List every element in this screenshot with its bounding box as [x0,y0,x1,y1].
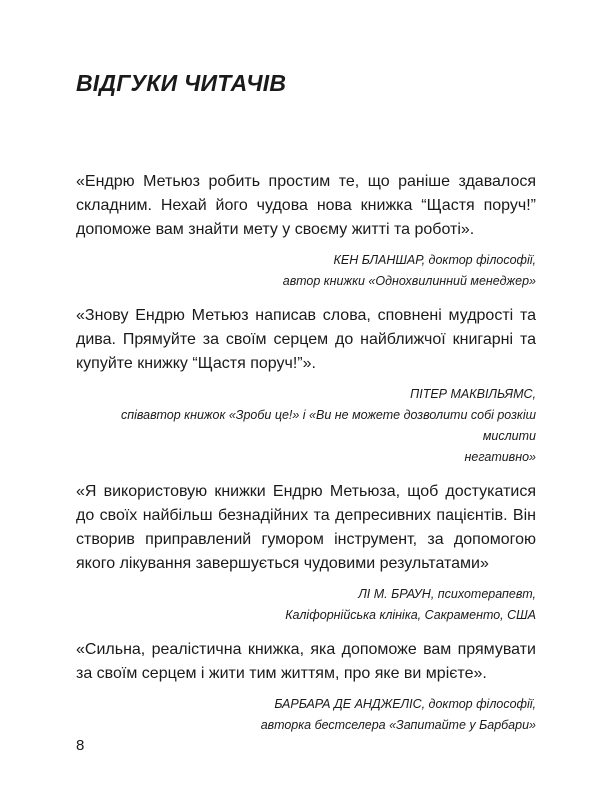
review-attribution [76,694,536,736]
attribution-line: авторка бестселера «Запитайте у Барбари» [260,718,536,732]
review-item [76,480,536,626]
review-attribution [76,584,536,626]
review-quote: «Знову Ендрю Метьюз написав слова, сповнені мудрості та дива. Прямуйте за своїм серцем до найближчої книгарні та купуйте книжку “Щастя поруч!”». [76,307,536,372]
attribution-line: ЛІ М. БРАУН, психотерапевт, [358,587,536,601]
attribution-line: БАРБАРА ДЕ АНДЖЕЛІС, доктор філософії, [274,697,536,711]
review-attribution [76,384,536,468]
attribution-line: автор книжки «Однохвилинний менеджер» [282,274,536,288]
attribution-line: співавтор книжок «Зроби це!» і «Ви не можете дозволити собі розкіш мислити [121,408,536,443]
review-attribution [76,250,536,292]
review-quote: «Сильна, реалістична книжка, яка допоможе вам прямувати за своїм серцем і жити тим життям, про яке ви мрієте». [76,641,536,682]
page-heading: ВІДГУКИ ЧИТАЧІВ [76,70,287,96]
attribution-line: Каліфорнійська клініка, Сакраменто, США [285,608,536,622]
review-item [76,304,536,468]
attribution-line: КЕН БЛАНШАР, доктор філософії, [333,253,536,267]
reviews-list [76,170,536,748]
page-number: 8 [76,737,85,754]
review-item [76,638,536,736]
review-quote: «Я використовую книжки Ендрю Метьюза, щоб достукатися до своїх найбільш безнадійних та депресивних пацієнтів. Він створив приправлений гумором інструмент, за допомогою якого лікування завершується чудовими результатами» [76,483,536,572]
attribution-line: ПІТЕР МАКВІЛЬЯМС, [410,387,536,401]
attribution-line: негативно» [464,450,536,464]
review-quote: «Ендрю Метьюз робить простим те, що раніше здавалося складним. Нехай його чудова нова книжка “Щастя поруч!” допоможе вам знайти мету у своєму житті та роботі». [76,173,536,238]
review-item [76,170,536,292]
